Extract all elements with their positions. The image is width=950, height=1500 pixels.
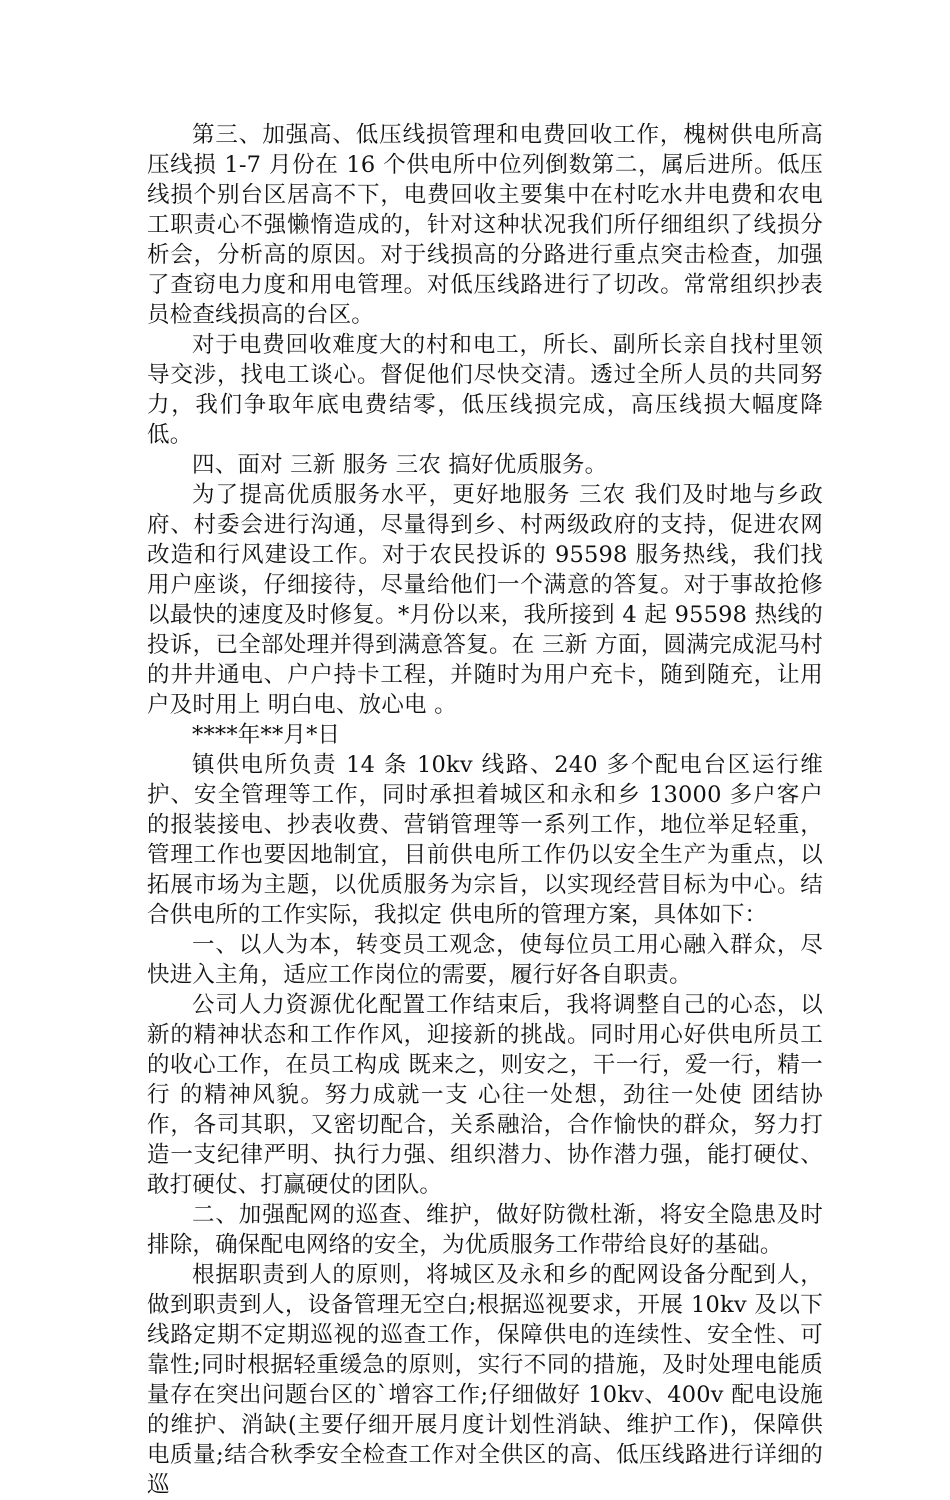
- paragraph-inspection-details: 根据职责到人的原则，将城区及永和乡的配网设备分配到人，做到职责到人，设备管理无空白;根据巡视要求，开展 10kv 及以下线路定期不定期巡视的巡查工作，保障供电的连续性、安全性、可靠性;同时根据轻重缓急的原则，实行不同的措施，及时处理电能质量存在突出问题台区的`增容工作;仔细做好 10kv、400v 配电设施的维护、消缺(主要仔细开展月度计划性消缺、维护工作)，保障供电质量;结合秋季安全检查工作对全供区的高、低压线路进行详细的巡: [147, 1262, 823, 1498]
- document-body: [147, 120, 823, 1500]
- heading-network-inspection: 二、加强配网的巡查、维护，做好防微杜渐，将安全隐患及时排除，确保配电网络的安全，为优质服务工作带给良好的基础。: [147, 1202, 823, 1258]
- paragraph-quality-service: 为了提高优质服务水平，更好地服务 三农 我们及时地与乡政府、村委会进行沟通，尽量得到乡、村两级政府的支持，促进农网改造和行风建设工作。对于农民投诉的 95598 服务热线，我们找用户座谈，仔细接待，尽量给他们一个满意的答复。对于事故抢修以最快的速度及时修复。*月份以来，我所接到 4 起 95598 热线的投诉，已全部处理并得到满意答复。在 三新 方面，圆满完成泥马村的井井通电、户户持卡工程，并随时为用户充卡，随到随充，让用户及时用上 明白电、放心电 。: [147, 482, 823, 718]
- paragraph-team-building: 公司人力资源优化配置工作结束后，我将调整自己的心态，以新的精神状态和工作作风，迎接新的挑战。同时用心好供电所员工的收心工作，在员工构成 既来之，则安之，干一行，爱一行，精一行 的精神风貌。努力成就一支 心往一处想，劲往一处使 团结协作，各司其职，又密切配合，关系融洽，合作愉快的群众，努力打造一支纪律严明、执行力强、组织潜力、协作潜力强，能打硬仗、敢打硬仗、打赢硬仗的团队。: [147, 992, 823, 1198]
- paragraph-fee-collection: 对于电费回收难度大的村和电工，所长、副所长亲自找村里领导交涉，找电工谈心。督促他们尽快交清。透过全所人员的共同努力，我们争取年底电费结零，低压线损完成，高压线损大幅度降低。: [147, 332, 823, 448]
- paragraph-line-loss-management: 第三、加强高、低压线损管理和电费回收工作，槐树供电所高压线损 1-7 月份在 16 个供电所中位列倒数第二，属后进所。低压线损个别台区居高不下，电费回收主要集中在村吃水井电费和农电工职责心不强懒惰造成的，针对这种状况我们所仔细组织了线损分析会，分析高的原因。对于线损高的分路进行重点突击检查，加强了查窃电力度和用电管理。对低压线路进行了切改。常常组织抄表员检查线损高的台区。: [147, 122, 823, 328]
- date-line: ****年**月*日: [192, 722, 341, 748]
- heading-quality-service: 四、面对 三新 服务 三农 搞好优质服务。: [192, 452, 608, 478]
- heading-people-oriented: 一、以人为本，转变员工观念，使每位员工用心融入群众，尽快进入主角，适应工作岗位的需要，履行好各自职责。: [147, 932, 823, 988]
- paragraph-station-overview: 镇供电所负责 14 条 10kv 线路、240 多个配电台区运行维护、安全管理等工作，同时承担着城区和永和乡 13000 多户客户的报装接电、抄表收费、营销管理等一系列工作，地位举足轻重，管理工作也要因地制宜，目前供电所工作仍以安全生产为重点，以拓展市场为主题，以优质服务为宗旨，以实现经营目标为中心。结合供电所的工作实际，我拟定 供电所的管理方案，具体如下：: [147, 752, 823, 928]
